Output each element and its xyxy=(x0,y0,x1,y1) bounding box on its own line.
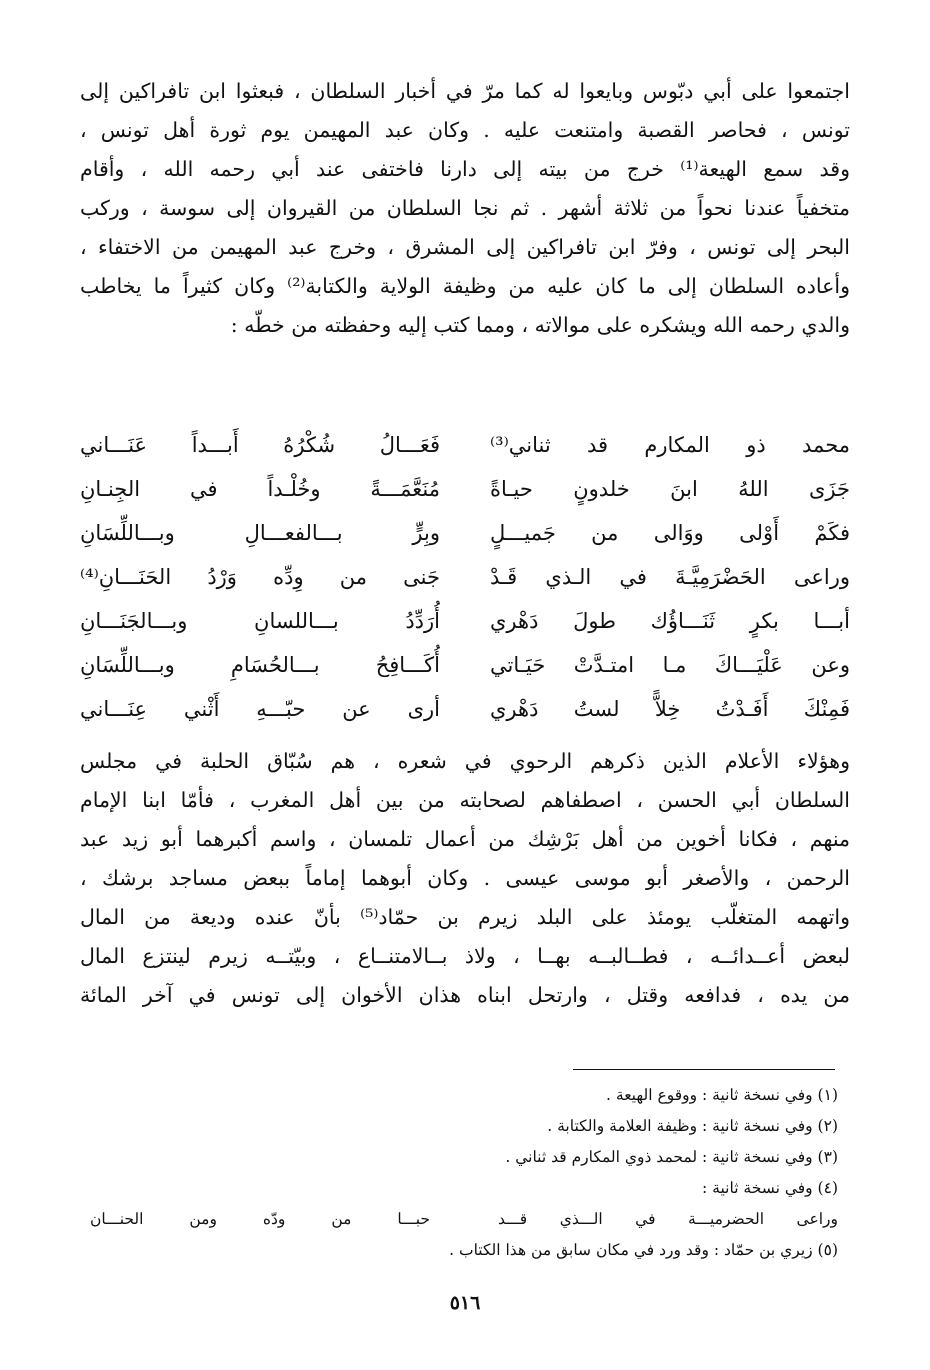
verse-second-hemistich: أُكَـــافِحُ بـــالحُسَامِ وبـــاللِّسَانِ xyxy=(80,653,440,677)
verse-second-hemistich: وبِرٍّ بـــالفعـــالِ وبـــاللِّسَانِ xyxy=(80,521,440,545)
text-line: البحر إلى تونس ، وفرّ ابن تافراكين إلى المشرق ، وخرج عبد المهيمن من الاختفاء ، xyxy=(80,235,850,259)
verse-second-hemistich: جَنى من وِدِّه وَرْدُ الحَنَـــانِ⁽⁴⁾ xyxy=(80,565,440,589)
footnote-4: (٤) وفي نسخة ثانية : xyxy=(702,1179,838,1197)
page-number: ٥١٦ xyxy=(449,1292,481,1314)
footnote-2: (٢) وفي نسخة ثانية : وظيفة العلامة والكتابة . xyxy=(547,1117,838,1135)
footnotes xyxy=(90,1080,838,1266)
verse-first-hemistich: محمد ذو المكارم قد ثناني⁽³⁾ xyxy=(490,433,850,457)
verse-first-hemistich: أبـــا بكرٍ ثَنَـــاؤُك طولَ دَهْري xyxy=(490,609,850,633)
verse-first-hemistich: فكَمْ أَوْلى ووَالى من جَميـــلٍ xyxy=(490,521,850,545)
poem xyxy=(80,423,850,731)
footnote-4-verse xyxy=(90,1204,838,1235)
footnote-verse-second: حبـــا من ودّه ومن الحنـــان xyxy=(90,1210,430,1228)
footnote-3: (٣) وفي نسخة ثانية : لمحمد ذوي المكارم قد ثناني . xyxy=(505,1148,838,1166)
text-line: من يده ، فدافعه وقتل ، وارتحل ابناه هذان الأخوان إلى تونس في آخر المائة xyxy=(80,983,850,1007)
text-line: اجتمعوا على أبي دبّوس وبايعوا له كما مرّ في أخبار السلطان ، فبعثوا ابن تافراكين إلى xyxy=(80,79,850,103)
paragraph-top xyxy=(80,72,850,345)
poem-verse xyxy=(80,687,850,731)
verse-second-hemistich: أرى عن حبّـــهِ أَثْني عِنَـــاني xyxy=(80,697,440,721)
poem-verse xyxy=(80,467,850,511)
verse-second-hemistich: مُنَعَّمَـــةً وخُلْـداً في الجِنـانِ xyxy=(80,477,440,501)
text-line: وهؤلاء الأعلام الذين ذكرهم الرحوي في شعره ، هم سُبّاق الحلبة في مجلس xyxy=(80,749,850,773)
poem-verse xyxy=(80,555,850,599)
paragraph-bottom xyxy=(80,742,850,1015)
footnote-separator xyxy=(573,1069,835,1070)
verse-first-hemistich: وراعى الحَضْرَمِيَّـةَ في الـذي قَـدْ xyxy=(490,565,850,589)
verse-first-hemistich: وعن عَلْيَـــاكَ مـا امتـدَّتْ حَيَـاتي xyxy=(490,653,850,677)
verse-first-hemistich: جَزَى اللهُ ابنَ خلدونٍ حيـاةً xyxy=(490,477,850,501)
text-line: واتهمه المتغلّب يومئذ على البلد زيرم بن حمّاد⁽⁵⁾ بأنّ عنده وديعة من المال xyxy=(80,905,850,929)
text-line: وقد سمع الهيعة⁽¹⁾ خرج من بيته إلى دارنا فاختفى عند أبي رحمه الله ، وأقام xyxy=(80,157,850,181)
text-line: متخفياً عندنا نحواً من ثلاثة أشهر . ثم نجا السلطان من القيروان إلى سوسة ، وركب xyxy=(80,196,850,220)
text-line: الرحمن ، والأصغر أبو موسى عيسى . وكان أبوهما إماماً ببعض مساجد برشك ، xyxy=(80,866,850,890)
poem-verse xyxy=(80,423,850,467)
text-line: السلطان أبي الحسن ، اصطفاهم لصحابته من بين أهل المغرب ، فأمّا ابنا الإمام xyxy=(80,788,850,812)
text-line: تونس ، فحاصر القصبة وامتنعت عليه . وكان عبد المهيمن يوم ثورة أهل تونس ، xyxy=(80,118,850,142)
text-line: والدي رحمه الله ويشكره على موالاته ، ومما كتب إليه وحفظته من خطّه : xyxy=(230,313,850,337)
poem-verse xyxy=(80,643,850,687)
text-line: لبعض أعــدائــه ، فطــالبــه بهــا ، ولاذ بــالامتنــاع ، وبيّتــه زيرم لينتزع المال xyxy=(80,944,850,968)
footnote-5: (٥) زيري بن حمّاد : وقد ورد في مكان سابق من هذا الكتاب . xyxy=(449,1241,838,1259)
footnote-verse-first: وراعى الحضرميـــة في الـــذي قـــد xyxy=(498,1210,838,1228)
poem-verse xyxy=(80,511,850,555)
verse-second-hemistich: فَعَـــالُ شُكْرُهُ أَبـــداً عَنَـــاني xyxy=(80,433,440,457)
poem-verse xyxy=(80,599,850,643)
text-line: منهم ، فكانا أخوين من أهل بَرْشِك من أعمال تلمسان ، واسم أكبرهما أبو زيد عبد xyxy=(80,827,850,851)
verse-first-hemistich: فَمِنْكَ أَفَـدْتُ خِلاًّ لستُ دَهْري xyxy=(490,697,850,721)
verse-second-hemistich: أُرَدِّدُ بـــاللسانِ وبـــالجَنَـــانِ xyxy=(80,609,440,633)
footnote-1: (١) وفي نسخة ثانية : ووقوع الهيعة . xyxy=(606,1086,838,1104)
text-line: وأعاده السلطان إلى ما كان عليه من وظيفة الولاية والكتابة⁽²⁾ وكان كثيراً ما يخاطب xyxy=(80,274,850,298)
